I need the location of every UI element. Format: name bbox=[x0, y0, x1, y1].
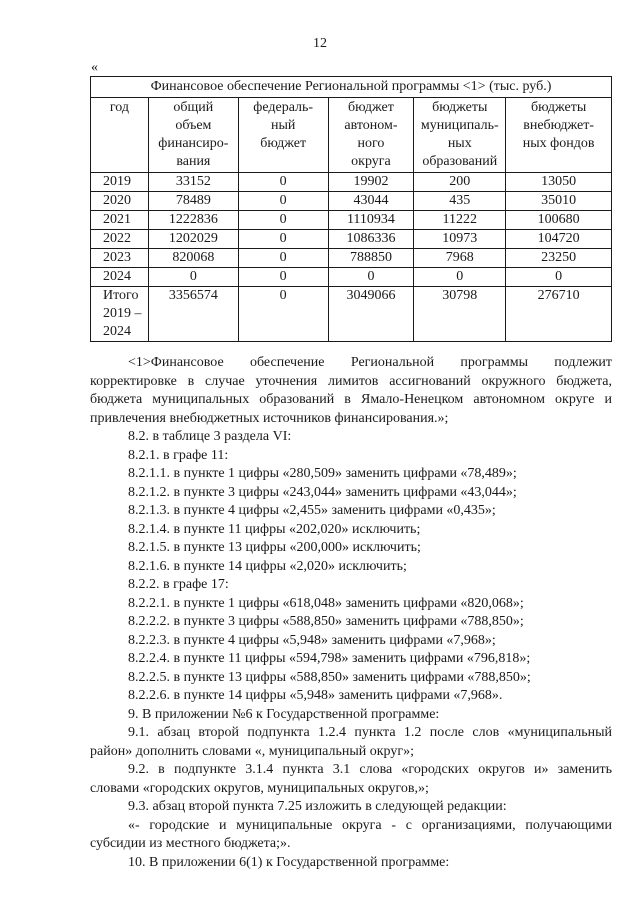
year-cell: 2020 bbox=[91, 192, 149, 211]
amendment-item: 8.2. в таблице 3 раздела VI: bbox=[128, 429, 292, 444]
amendment-item: 8.2.1. в графе 11: bbox=[128, 447, 229, 463]
table-row bbox=[91, 249, 612, 268]
document-body bbox=[90, 354, 612, 872]
paragraph-9-2-cont: словами «городских округов, муниципальных округов,»; bbox=[90, 780, 429, 796]
paragraph-9-1: 9.1. абзац второй подпункта 1.2.4 пункта 1.2 после слов «муниципальный bbox=[128, 725, 612, 740]
value-cell: 78489 bbox=[148, 192, 238, 211]
amendment-item: 8.2.1.5. в пункте 13 цифры «200,000» исключить; bbox=[128, 540, 421, 555]
paragraph-9-3: 9.3. абзац второй пункта 7.25 изложить в следующей редакции: bbox=[128, 799, 507, 814]
table-header-row bbox=[91, 98, 612, 173]
value-cell: 1202029 bbox=[148, 230, 238, 249]
column-header bbox=[148, 98, 238, 173]
total-label-line: 2024 bbox=[103, 324, 131, 339]
amendment-item: 8.2.1.4. в пункте 11 цифры «202,020» исключить; bbox=[128, 521, 421, 537]
value-cell: 1110934 bbox=[328, 211, 414, 230]
value-cell: 200 bbox=[414, 173, 506, 192]
column-header-line: бюджеты bbox=[432, 100, 488, 115]
column-header-line: общий bbox=[173, 100, 214, 115]
year-cell: 2024 bbox=[91, 268, 149, 287]
total-value-cell: 30798 bbox=[414, 287, 506, 342]
value-cell: 10973 bbox=[414, 230, 506, 249]
column-header-line: ного bbox=[357, 136, 385, 151]
paragraph-10: 10. В приложении 6(1) к Государственной программе: bbox=[128, 854, 450, 870]
column-header-line: бюджет bbox=[260, 136, 307, 151]
column-header-line: финансиро- bbox=[158, 136, 229, 151]
value-cell: 0 bbox=[238, 249, 328, 268]
quoted-text: «- городские и муниципальные округа - с организациями, получающими bbox=[128, 817, 612, 833]
value-cell: 820068 bbox=[148, 249, 238, 268]
footnote-line: привлечения внебюджетных источников финансирования.»; bbox=[90, 410, 449, 426]
value-cell: 13050 bbox=[506, 173, 612, 192]
amendment-item: 8.2.1.1. в пункте 1 цифры «280,509» заменить цифрами «78,489»; bbox=[128, 466, 517, 481]
column-header bbox=[328, 98, 414, 173]
value-cell: 0 bbox=[238, 192, 328, 211]
value-cell: 0 bbox=[506, 268, 612, 287]
amendment-item: 8.2.1.6. в пункте 14 цифры «2,020» исключить; bbox=[128, 558, 407, 574]
value-cell: 0 bbox=[238, 230, 328, 249]
value-cell: 19902 bbox=[328, 173, 414, 192]
amendment-item: 8.2.2.3. в пункте 4 цифры «5,948» заменить цифрами «7,968»; bbox=[128, 632, 496, 648]
column-header-line: автоном- bbox=[344, 118, 398, 133]
amendment-item: 8.2.1.2. в пункте 3 цифры «243,044» заменить цифрами «43,044»; bbox=[128, 484, 517, 500]
amendment-item: 8.2.2.1. в пункте 1 цифры «618,048» заменить цифрами «820,068»; bbox=[128, 595, 524, 611]
column-header-line: округа bbox=[351, 154, 391, 169]
column-header bbox=[91, 98, 149, 173]
footnote-line: <1>Финансовое обеспечение Региональной программы подлежит bbox=[128, 355, 612, 370]
column-header-line: муниципаль- bbox=[420, 118, 499, 133]
amendment-item: 8.2.2.4. в пункте 11 цифры «594,798» заменить цифрами «796,818»; bbox=[128, 651, 531, 666]
amendment-item: 8.2.2.6. в пункте 14 цифры «5,948» заменить цифрами «7,968». bbox=[128, 688, 503, 703]
value-cell: 33152 bbox=[148, 173, 238, 192]
value-cell: 1086336 bbox=[328, 230, 414, 249]
total-value-cell: 276710 bbox=[506, 287, 612, 342]
opening-quote-mark: « bbox=[91, 60, 98, 75]
value-cell: 0 bbox=[148, 268, 238, 287]
total-value-cell: 0 bbox=[238, 287, 328, 342]
value-cell: 23250 bbox=[506, 249, 612, 268]
amendment-item: 8.2.2. в графе 17: bbox=[128, 577, 229, 592]
financing-table bbox=[90, 76, 612, 342]
total-label-cell bbox=[91, 287, 149, 342]
table-row bbox=[91, 268, 612, 287]
year-cell: 2022 bbox=[91, 230, 149, 249]
value-cell: 43044 bbox=[328, 192, 414, 211]
value-cell: 100680 bbox=[506, 211, 612, 230]
amendment-item: 8.2.2.2. в пункте 3 цифры «588,850» заменить цифрами «788,850»; bbox=[128, 614, 524, 629]
column-header-line: ных bbox=[447, 136, 472, 151]
footnote-line: корректировке в случае уточнения лимитов ассигнований окружного бюджета, bbox=[90, 373, 612, 389]
value-cell: 0 bbox=[238, 211, 328, 230]
value-cell: 0 bbox=[328, 268, 414, 287]
total-value-cell: 3049066 bbox=[328, 287, 414, 342]
quoted-text-cont: субсидии из местного бюджета;». bbox=[90, 836, 291, 851]
amendment-item: 8.2.2.5. в пункте 13 цифры «588,850» заменить цифрами «788,850»; bbox=[128, 669, 531, 685]
table-row bbox=[91, 230, 612, 249]
column-header-line: федераль- bbox=[253, 100, 314, 115]
amendment-items bbox=[90, 428, 612, 724]
column-header-line: ных фондов bbox=[522, 136, 595, 151]
year-cell: 2019 bbox=[91, 173, 149, 192]
table-body bbox=[91, 173, 612, 342]
table-caption: Финансовое обеспечение Региональной программы <1> (тыс. руб.) bbox=[91, 77, 612, 98]
value-cell: 0 bbox=[238, 268, 328, 287]
column-header-line: бюджеты bbox=[531, 100, 587, 115]
value-cell: 1222836 bbox=[148, 211, 238, 230]
column-header-line: ный bbox=[270, 118, 296, 133]
column-header-line: образований bbox=[422, 154, 498, 169]
year-cell: 2021 bbox=[91, 211, 149, 230]
table-row bbox=[91, 192, 612, 211]
column-header-line: объем bbox=[175, 118, 212, 133]
table-row bbox=[91, 173, 612, 192]
value-cell: 788850 bbox=[328, 249, 414, 268]
value-cell: 11222 bbox=[414, 211, 506, 230]
footnote-line: бюджета муниципальных образований в Ямало-Ненецком автономном округе и bbox=[90, 392, 612, 407]
value-cell: 0 bbox=[414, 268, 506, 287]
amendment-item: 9. В приложении №6 к Государственной программе: bbox=[128, 706, 440, 722]
total-label-line: 2019 – bbox=[103, 306, 142, 321]
column-header-line: бюджет bbox=[348, 100, 394, 115]
total-label-line: Итого bbox=[103, 288, 139, 303]
total-row bbox=[91, 287, 612, 342]
value-cell: 35010 bbox=[506, 192, 612, 211]
table-row bbox=[91, 211, 612, 230]
amendment-item: 8.2.1.3. в пункте 4 цифры «2,455» заменить цифрами «0,435»; bbox=[128, 503, 496, 518]
year-cell: 2023 bbox=[91, 249, 149, 268]
column-header bbox=[414, 98, 506, 173]
value-cell: 435 bbox=[414, 192, 506, 211]
paragraph-9-2: 9.2. в подпункте 3.1.4 пункта 3.1 слова «городских округов и» заменить bbox=[128, 762, 612, 777]
column-header-line: год bbox=[109, 100, 130, 115]
column-header bbox=[238, 98, 328, 173]
column-header-line: внебюджет- bbox=[523, 118, 595, 133]
page-number: 12 bbox=[313, 36, 327, 51]
value-cell: 0 bbox=[238, 173, 328, 192]
column-header bbox=[506, 98, 612, 173]
value-cell: 104720 bbox=[506, 230, 612, 249]
paragraph-9-1-cont: район» дополнить словами «, муниципальный округ»; bbox=[90, 743, 414, 759]
total-value-cell: 3356574 bbox=[148, 287, 238, 342]
value-cell: 7968 bbox=[414, 249, 506, 268]
column-header-line: вания bbox=[176, 154, 211, 169]
